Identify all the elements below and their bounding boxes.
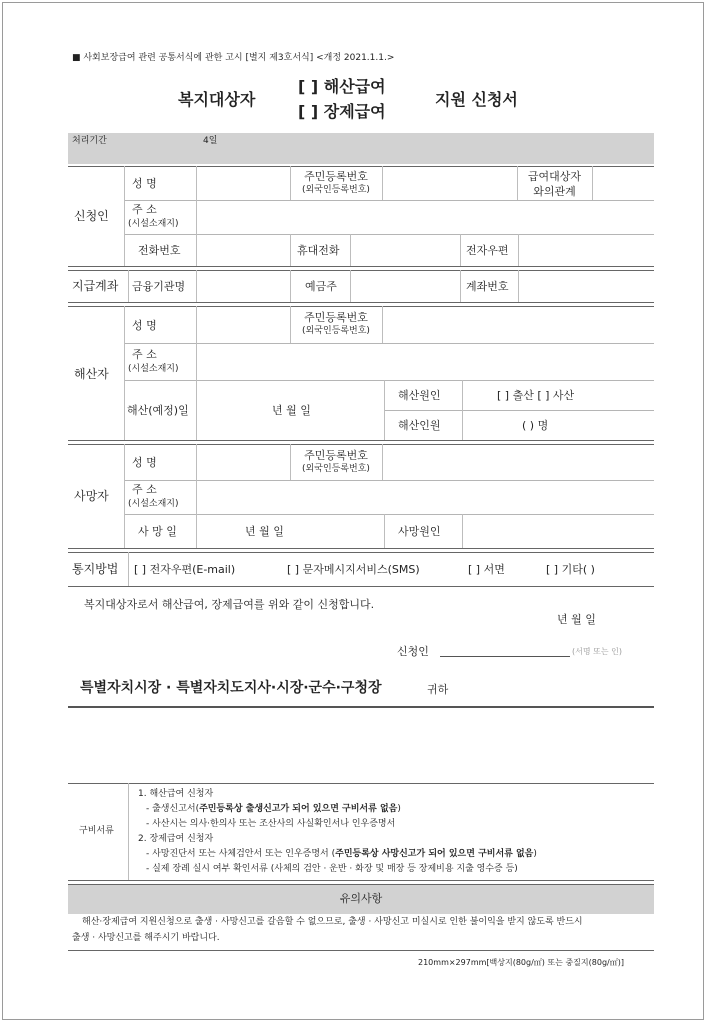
death-date-field[interactable]: 년 월 일	[245, 525, 284, 538]
birth-rrn-field[interactable]	[383, 307, 653, 342]
applicant-mobile-field[interactable]	[351, 235, 459, 265]
caution-title: 유의사항	[339, 892, 383, 905]
account-bank-label: 금융기관명	[132, 280, 186, 293]
birth-name-field[interactable]	[197, 307, 289, 342]
signer-label: 신청인	[397, 645, 429, 658]
death-address-sublabel: (시설소재지)	[128, 499, 179, 509]
account-section-label: 지급계좌	[72, 279, 119, 293]
birth-date-field[interactable]: 년 월 일	[272, 404, 311, 417]
documents-line-4: 2. 장제급여 신청자	[138, 834, 214, 844]
recipient-suffix: 귀하	[427, 683, 449, 696]
documents-line-1: 1. 해산급여 신청자	[138, 789, 214, 799]
death-cause-field[interactable]	[463, 515, 653, 547]
applicant-address-sublabel: (시설소재지)	[128, 219, 179, 229]
birth-cause-label: 해산원인	[398, 389, 441, 402]
account-number-field[interactable]	[519, 271, 653, 301]
documents-line-3: - 사산시는 의사·한의사 또는 조산사의 사실확인서나 인우증명서	[146, 819, 396, 829]
notify-option-paper[interactable]: [ ] 서면	[468, 563, 505, 576]
applicant-rrn-sublabel: (외국인등록번호)	[302, 185, 370, 195]
death-cause-label: 사망원인	[398, 525, 441, 538]
caution-line-2: 출생 · 사망신고를 해주시기 바랍니다.	[72, 933, 220, 943]
documents-label: 구비서류	[79, 826, 114, 836]
applicant-address-field[interactable]	[197, 201, 653, 233]
applicant-rrn-field[interactable]	[383, 167, 516, 199]
declaration-date[interactable]: 년 월 일	[557, 613, 596, 626]
applicant-rrn-label: 주민등록번호	[304, 170, 368, 183]
account-holder-field[interactable]	[351, 271, 459, 301]
documents-line-2: - 출생신고서(주민등록상 출생신고가 되어 있으면 구비서류 없음)	[146, 804, 401, 814]
applicant-mobile-label: 휴대전화	[297, 244, 340, 257]
option-birth-benefit[interactable]: [ ] 해산급여	[298, 77, 386, 96]
birth-rrn-sublabel: (외국인등록번호)	[302, 326, 370, 336]
applicant-phone-label: 전화번호	[138, 244, 181, 257]
death-address-label: 주 소	[132, 483, 157, 496]
caution-line-1: 해산·장제급여 지원신청으로 출생 · 사망신고를 갈음할 수 없으므로, 출생 · 사망신고 미실시로 인한 불이익을 받지 않도록 반드시	[82, 917, 583, 927]
birth-count-label: 해산인원	[398, 419, 441, 432]
signature-hint: (서명 또는 인)	[572, 647, 622, 656]
birth-cause-options[interactable]: [ ] 출산 [ ] 사산	[497, 389, 575, 402]
death-section-label: 사망자	[74, 489, 109, 503]
paper-spec: 210mm×297mm[백상지(80g/㎡) 또는 중질지(80g/㎡)]	[418, 958, 624, 967]
birth-count-field[interactable]: ( ) 명	[522, 419, 549, 432]
notify-option-sms[interactable]: [ ] 문자메시지서비스(SMS)	[287, 563, 420, 576]
applicant-name-label: 성 명	[132, 177, 157, 190]
option-funeral-benefit[interactable]: [ ] 장제급여	[298, 102, 386, 121]
birth-address-sublabel: (시설소재지)	[128, 364, 179, 374]
applicant-section-label: 신청인	[74, 209, 109, 223]
birth-rrn-label: 주민등록번호	[304, 311, 368, 324]
account-holder-label: 예금주	[305, 280, 337, 293]
applicant-phone-field[interactable]	[197, 235, 289, 265]
birth-address-field[interactable]	[197, 344, 653, 379]
death-rrn-field[interactable]	[383, 445, 653, 479]
form-title-left: 복지대상자	[178, 90, 256, 109]
documents-line-6: - 실제 장례 실시 여부 확인서류 (사체의 검안 · 운반 · 화장 및 매장 등 장제비용 지출 영수증 등)	[146, 864, 518, 874]
death-name-field[interactable]	[197, 445, 289, 479]
account-bank-field[interactable]	[197, 271, 289, 301]
signature-line[interactable]	[440, 656, 570, 657]
applicant-relation-field[interactable]	[593, 167, 653, 199]
death-name-label: 성 명	[132, 456, 157, 469]
birth-address-label: 주 소	[132, 348, 157, 361]
death-date-label: 사 망 일	[138, 525, 177, 538]
processing-period-value: 4일	[203, 136, 218, 146]
notify-label: 통지방법	[72, 562, 119, 576]
birth-section-label: 해산자	[74, 367, 109, 381]
applicant-email-label: 전자우편	[466, 244, 509, 257]
death-rrn-sublabel: (외국인등록번호)	[302, 464, 370, 474]
notify-option-email[interactable]: [ ] 전자우편(E-mail)	[134, 563, 236, 576]
birth-date-label: 해산(예정)일	[127, 404, 189, 417]
documents-line-5: - 사망진단서 또는 사체검안서 또는 인우증명서 (주민등록상 사망신고가 되어 있으면 구비서류 없음)	[146, 849, 537, 859]
applicant-name-field[interactable]	[197, 167, 289, 199]
form-title-right: 지원 신청서	[435, 90, 518, 109]
applicant-email-field[interactable]	[519, 235, 653, 265]
applicant-relation-label-2: 와의관계	[533, 185, 576, 198]
death-rrn-label: 주민등록번호	[304, 449, 368, 462]
notify-option-other[interactable]: [ ] 기타( )	[546, 563, 595, 576]
applicant-address-label: 주 소	[132, 203, 157, 216]
account-number-label: 계좌번호	[466, 280, 509, 293]
recipient-title: 특별자치시장 · 특별자치도지사·시장·군수·구청장	[80, 680, 382, 696]
processing-period-label: 처리기간	[72, 136, 107, 146]
applicant-relation-label: 급여대상자	[527, 170, 582, 183]
processing-period-bar	[68, 133, 654, 164]
birth-name-label: 성 명	[132, 319, 157, 332]
declaration-text: 복지대상자로서 해산급여, 장제급여를 위와 같이 신청합니다.	[84, 598, 375, 611]
form-notice: ■ 사회보장급여 관련 공통서식에 관한 고시 [별지 제3호서식] <개정 2021.1.1.>	[72, 53, 395, 63]
death-address-field[interactable]	[197, 481, 653, 513]
